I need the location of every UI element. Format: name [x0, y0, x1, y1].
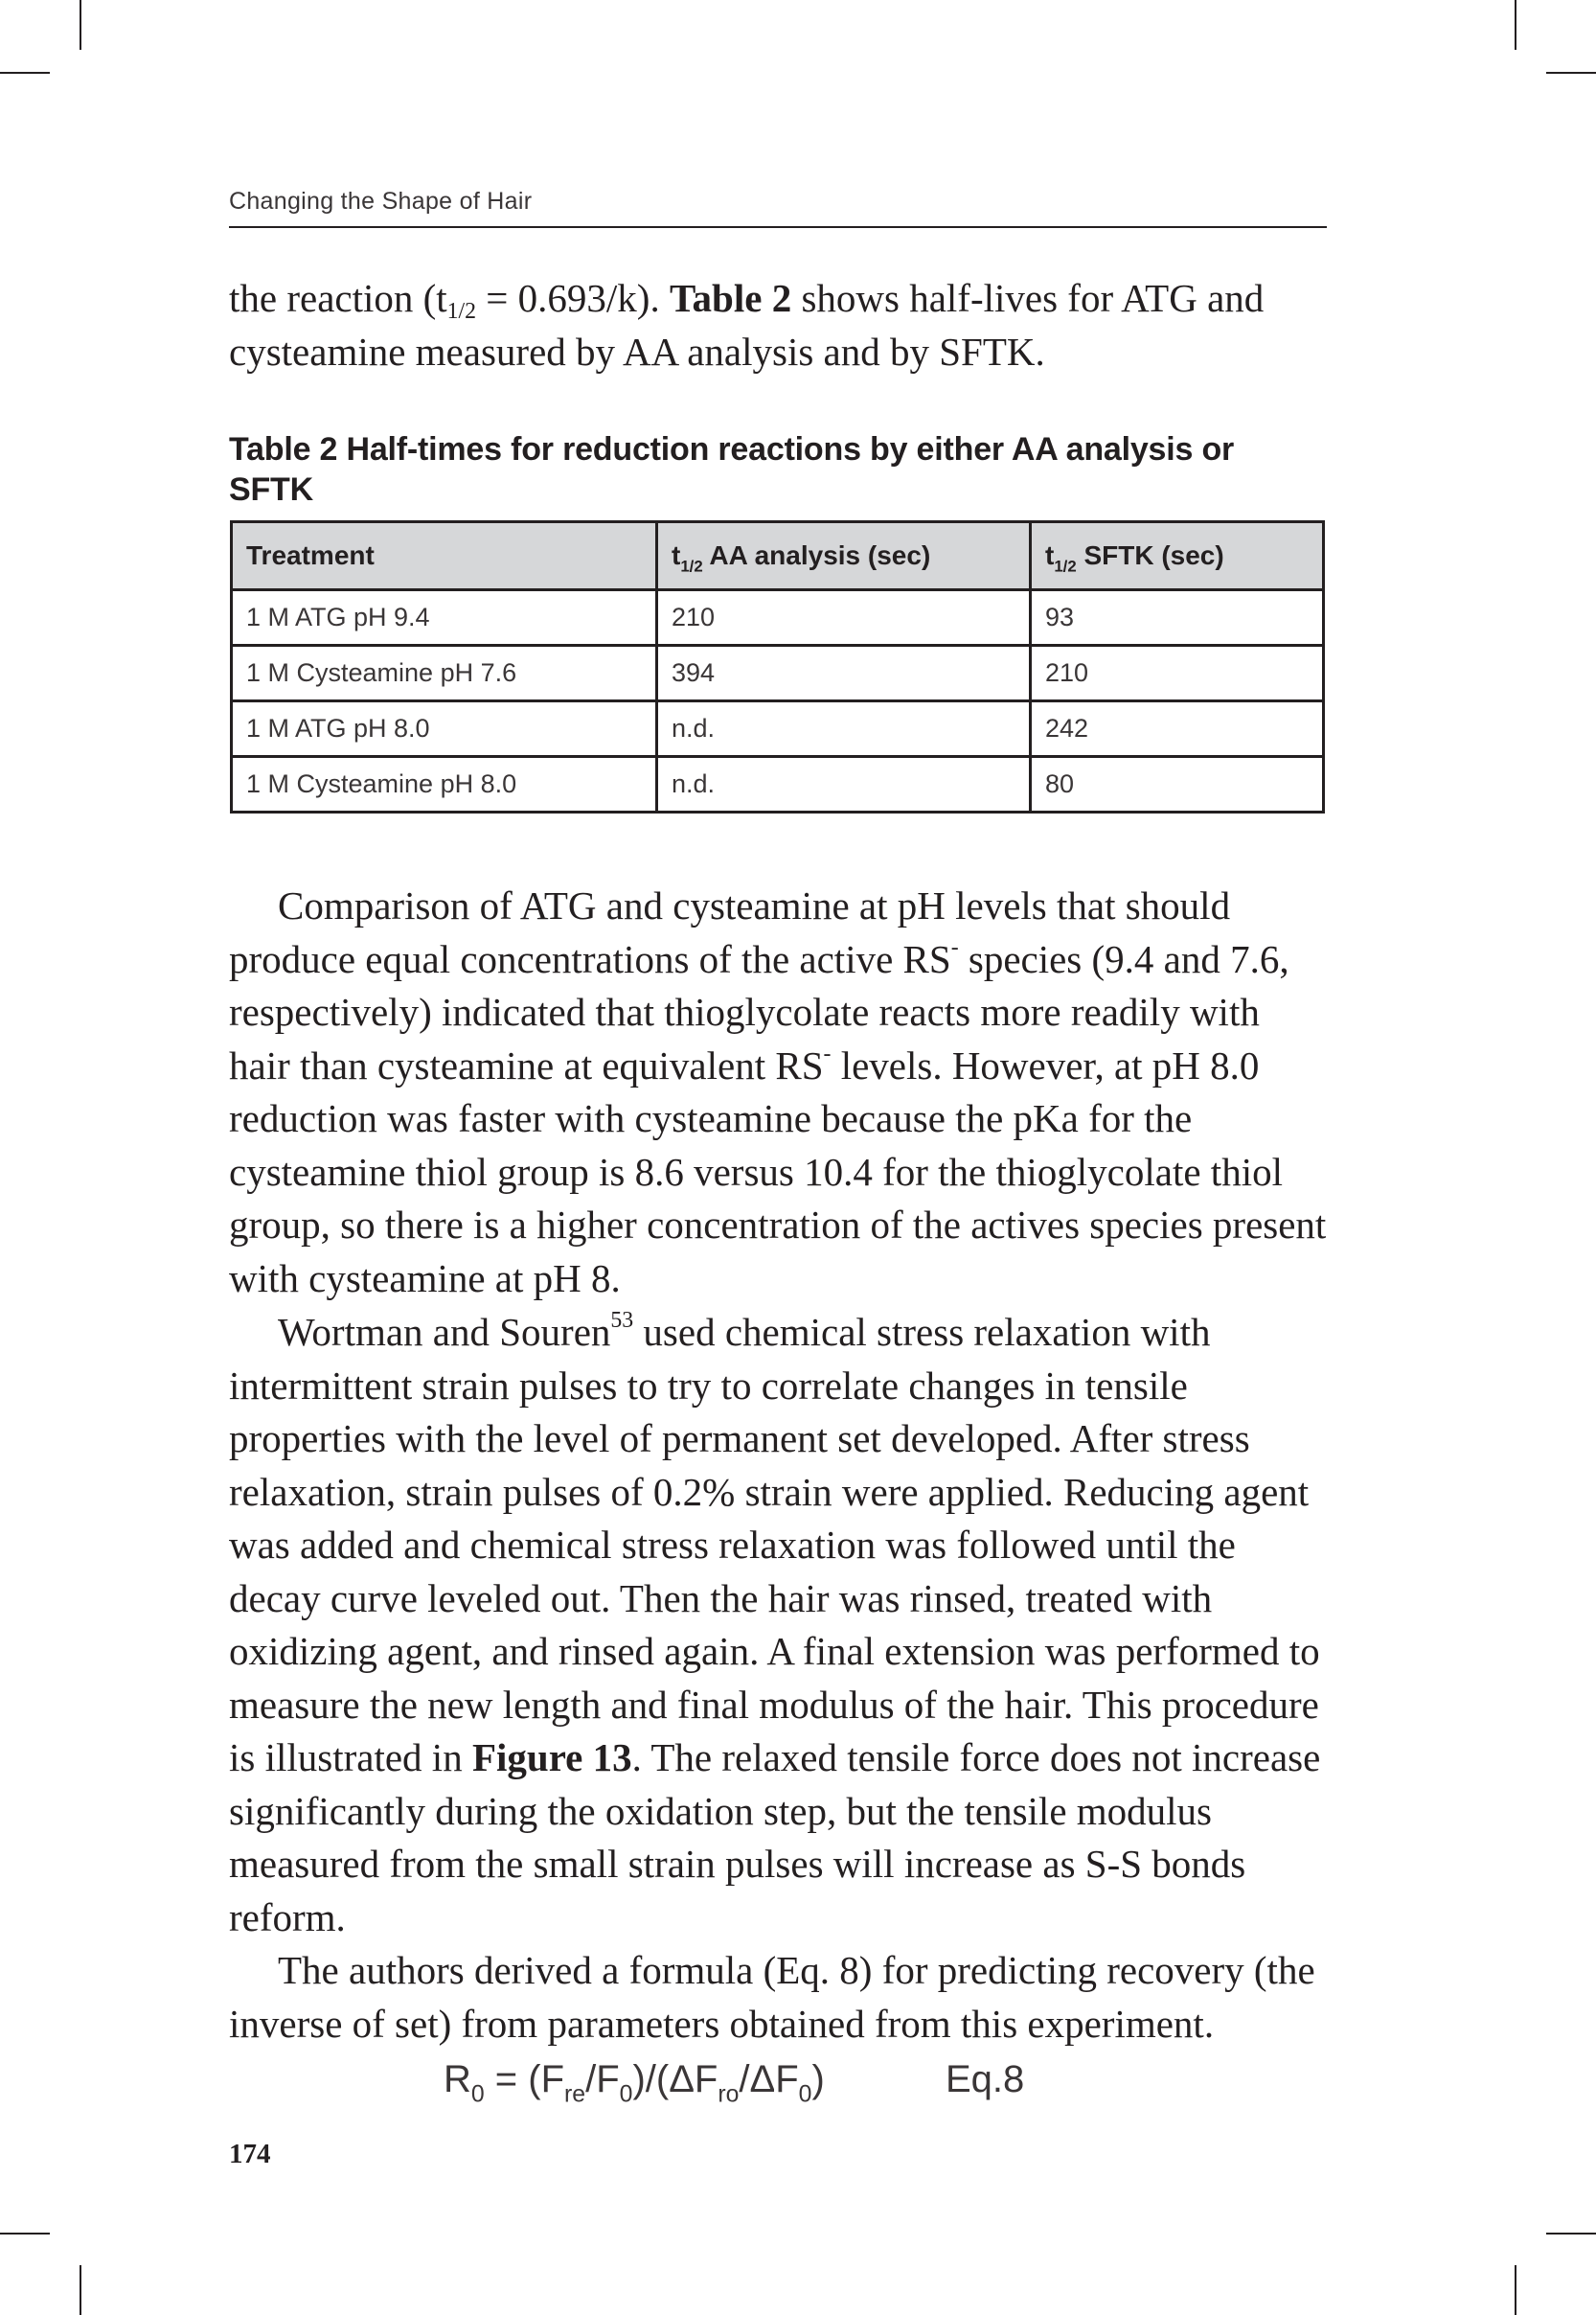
table-row — [232, 646, 1324, 701]
text-span: species (9.4 and 7.6, respectively) indicated that thioglycolate reacts more readily with hair than cysteamine at equivalent RS — [229, 936, 1289, 1088]
half-times-table — [230, 520, 1325, 814]
subscript: 1/2 — [1054, 557, 1077, 576]
paragraph-comparison — [229, 880, 1327, 1305]
superscript: - — [823, 1041, 832, 1066]
cell-aa: n.d. — [657, 701, 1031, 757]
paragraph-formula-intro: The authors derived a formula (Eq. 8) for predicting recovery (the inverse of set) from parameters obtained from this experiment. — [229, 1948, 1315, 2046]
subscript: 1/2 — [446, 299, 477, 325]
text-span: ) — [811, 2058, 825, 2100]
crop-mark — [1546, 72, 1596, 74]
crop-mark — [1515, 2265, 1516, 2315]
crop-mark — [80, 2265, 81, 2315]
text-span: SFTK (sec) — [1076, 540, 1224, 570]
table-row — [232, 590, 1324, 646]
cell-sftk: 93 — [1031, 590, 1324, 646]
crop-mark — [1546, 2233, 1596, 2235]
superscript: - — [950, 934, 959, 960]
text-span: t — [672, 540, 681, 570]
cell-aa: 394 — [657, 646, 1031, 701]
col-header-sftk — [1031, 522, 1324, 590]
crop-mark — [80, 0, 81, 50]
table-header-row — [232, 522, 1324, 590]
table-row — [232, 757, 1324, 813]
text-span: = 0.693/k). — [476, 276, 670, 320]
text-span: shows half-lives for ATG and cysteamine measured by AA analysis and by SFTK. — [229, 276, 1265, 374]
col-header-treatment: Treatment — [232, 522, 657, 590]
page-number: 174 — [229, 2139, 271, 2169]
text-span: t — [1045, 540, 1055, 570]
paragraph-wortman — [229, 1306, 1327, 1944]
table-row — [232, 701, 1324, 757]
running-head: Changing the Shape of Hair — [229, 188, 533, 215]
text-span: /F — [585, 2058, 620, 2100]
cell-sftk: 80 — [1031, 757, 1324, 813]
text-span: levels. However, at pH 8.0 reduction was faster with cysteamine because the pKa for the cysteamine thiol group is 8.6 versus 10.4 for the thioglycolate thiol group, so there is a higher concentration of the actives species present with cysteamine at pH 8. — [229, 1043, 1327, 1300]
text-span: R — [444, 2058, 471, 2100]
citation-superscript: 53 — [610, 1307, 634, 1333]
table-caption: Table 2 Half-times for reduction reactions by either AA analysis or SFTK — [229, 431, 1235, 508]
text-span: used chemical stress relaxation with intermittent strain pulses to try to correlate changes in tensile properties with the level of permanent set developed. After stress relaxation, strain pulses of 0.2% strain were applied. Reducing agent was added and chemical stress relaxation was followed until the decay curve leveled out. Then the hair was rinsed, treated with oxidizing agent, and rinsed again. A final extension was performed to measure the new length and final modulus of the hair. This procedure is illustrated in — [229, 1310, 1320, 1779]
crop-mark — [0, 72, 50, 74]
cell-treatment: 1 M Cysteamine pH 8.0 — [232, 757, 657, 813]
equation-8 — [444, 2058, 825, 2108]
text-span: Wortman and Souren — [278, 1310, 611, 1354]
text-span: AA analysis (sec) — [702, 540, 931, 570]
subscript: re — [564, 2081, 586, 2108]
subscript: 1/2 — [680, 557, 703, 576]
cell-sftk: 242 — [1031, 701, 1324, 757]
crop-mark — [1515, 0, 1516, 50]
cell-treatment: 1 M ATG pH 9.4 — [232, 590, 657, 646]
equation-label: Eq.8 — [946, 2058, 1025, 2100]
text-span: = (F — [484, 2058, 565, 2100]
subscript: 0 — [798, 2081, 812, 2108]
text-span: /ΔF — [739, 2058, 799, 2100]
cell-sftk: 210 — [1031, 646, 1324, 701]
col-header-aa — [657, 522, 1031, 590]
subscript: 0 — [619, 2081, 633, 2108]
paragraph-intro — [229, 272, 1327, 378]
header-rule — [229, 226, 1327, 228]
text-span: )/(ΔF — [632, 2058, 718, 2100]
cell-aa: n.d. — [657, 757, 1031, 813]
crop-mark — [0, 2233, 50, 2235]
text-span: Comparison of ATG and cysteamine at pH levels that should produce equal concentrations of the active RS — [229, 883, 1231, 981]
subscript: 0 — [470, 2081, 485, 2108]
cell-aa: 210 — [657, 590, 1031, 646]
text-span: the reaction (t — [229, 276, 447, 320]
subscript: ro — [718, 2081, 740, 2108]
table-reference: Table 2 — [669, 276, 792, 320]
cell-treatment: 1 M ATG pH 8.0 — [232, 701, 657, 757]
figure-reference: Figure 13 — [471, 1735, 632, 1779]
cell-treatment: 1 M Cysteamine pH 7.6 — [232, 646, 657, 701]
text-span: . The relaxed tensile force does not increase significantly during the oxidation step, but the tensile modulus measured from the small strain pulses will increase as S-S bonds reform. — [229, 1735, 1321, 1939]
